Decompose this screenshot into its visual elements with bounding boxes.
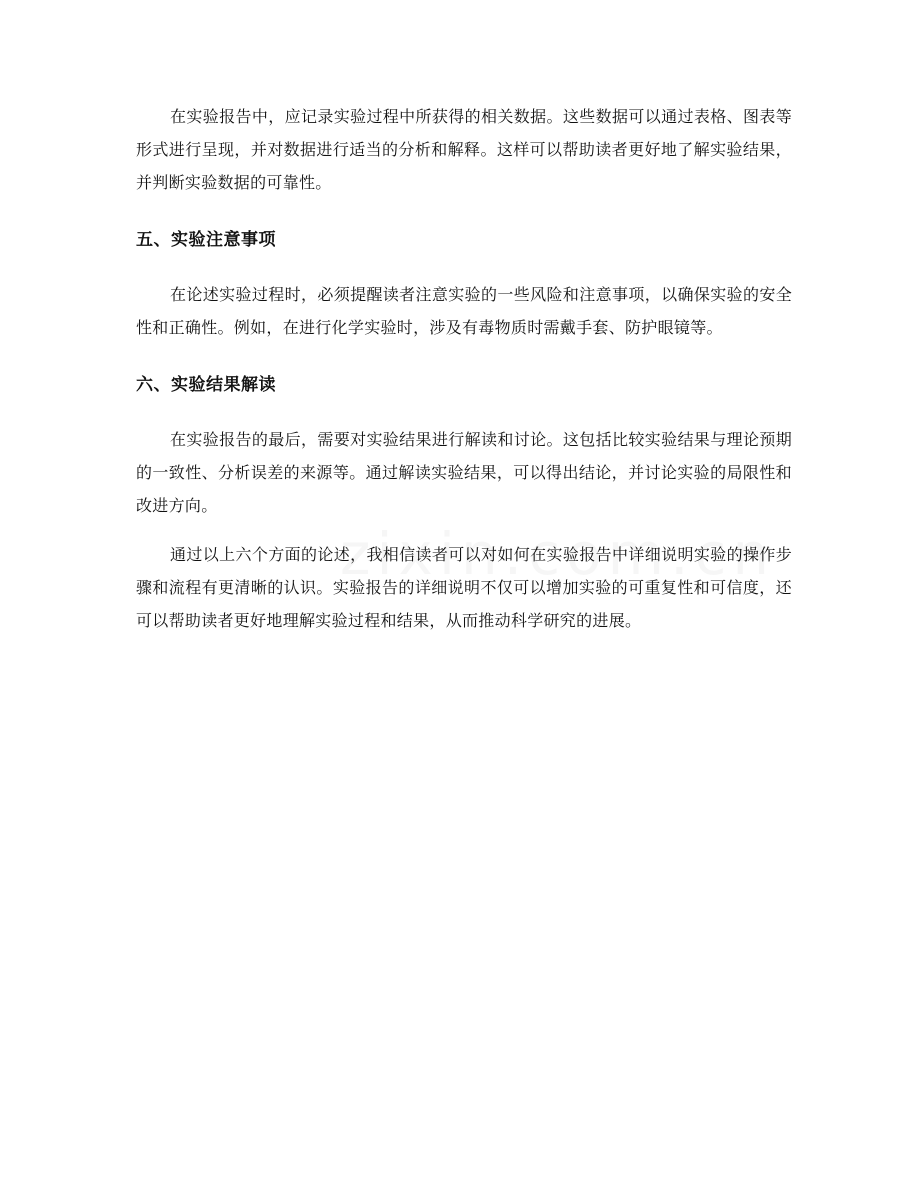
paragraph-precautions: 在论述实验过程时，必须提醒读者注意实验的一些风险和注意事项，以确保实验的安全性和正确性。例如，在进行化学实验时，涉及有毒物质时需戴手套、防护眼镜等。 (136, 285, 792, 337)
section-heading-precautions: 五、实验注意事项 (136, 230, 276, 250)
document-body (136, 100, 792, 637)
paragraph-conclusion: 通过以上六个方面的论述，我相信读者可以对如何在实验报告中详细说明实验的操作步骤和流程有更清晰的认识。实验报告的详细说明不仅可以增加实验的可重复性和可信度，还可以帮助读者更好地理解实验过程和结果，从而推动科学研究的进展。 (136, 545, 792, 630)
paragraph-data-recording: 在实验报告中，应记录实验过程中所获得的相关数据。这些数据可以通过表格、图表等形式进行呈现，并对数据进行适当的分析和解释。这样可以帮助读者更好地了解实验结果，并判断实验数据的可靠性。 (136, 107, 792, 192)
paragraph-results: 在实验报告的最后，需要对实验结果进行解读和讨论。这包括比较实验结果与理论预期的一致性、分析误差的来源等。通过解读实验结果，可以得出结论，并讨论实验的局限性和改进方向。 (136, 430, 792, 515)
section-heading-results: 六、实验结果解读 (136, 375, 276, 395)
